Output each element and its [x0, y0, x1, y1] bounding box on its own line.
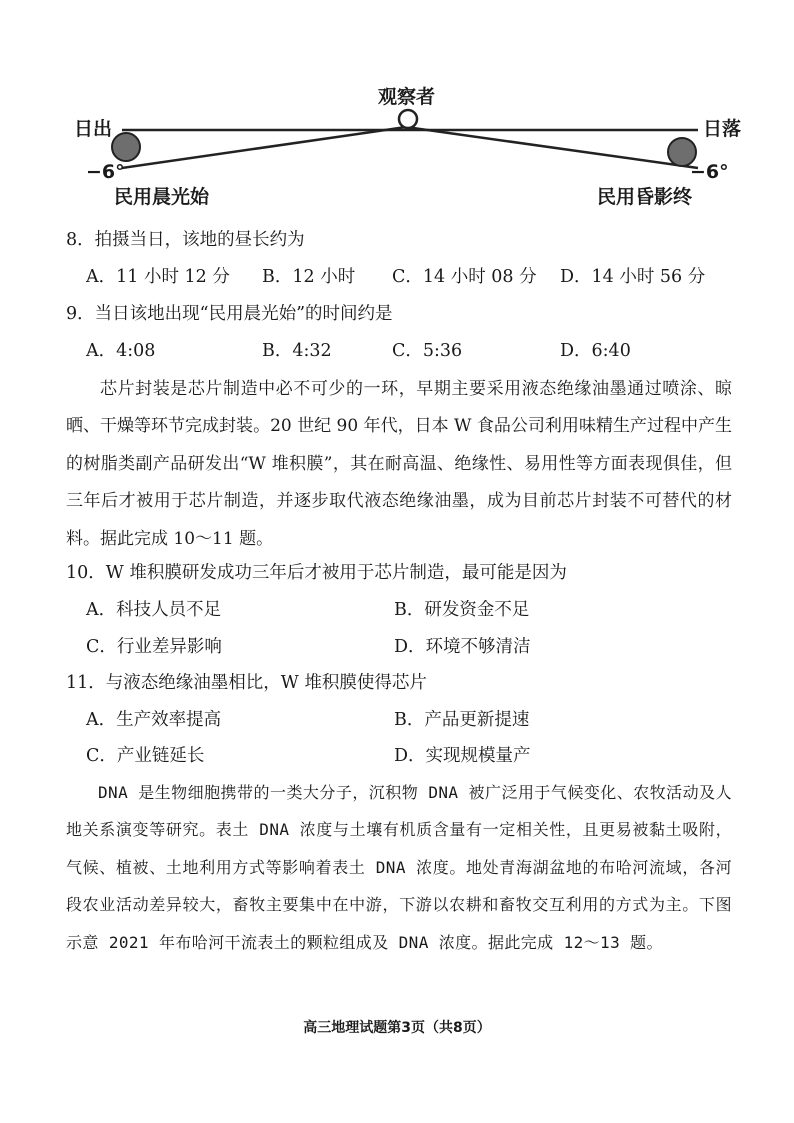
passage-chip-packaging: 芯片封装是芯片制造中必不可少的一环，早期主要采用液态绝缘油墨通过喷涂、晾晒、干燥等环节完成封装。20 世纪 90 年代，日本 W 食品公司利用味精生产过程中产生的树脂类副产品研发出“W 堆积膜”，其在耐高温、绝缘性、易用性等方面表现俱佳，但三年后才被用于芯片制造，并逐步取代液态绝缘油墨，成为目前芯片封装不可替代的材料。据此完成 10～11 题。: [66, 379, 732, 549]
sun-angle-diagram: [0, 0, 794, 220]
left-sightline: [122, 127, 406, 168]
question-9-option-c: C．5:36: [392, 341, 463, 361]
right-sightline: [406, 127, 698, 168]
sunset-label: 日落: [703, 118, 742, 140]
question-10-option-a: A．科技人员不足: [86, 600, 222, 620]
question-11-stem: 11．与液态绝缘油墨相比，W 堆积膜使得芯片: [66, 673, 427, 693]
question-11-option-d: D．实现规模量产: [394, 746, 531, 766]
question-10-stem: 10．W 堆积膜研发成功三年后才被用于芯片制造，最可能是因为: [66, 563, 567, 583]
question-10-option-c: C．行业差异影响: [86, 637, 222, 657]
question-8-option-b: B．12 小时: [262, 267, 356, 287]
civil-dusk-label: 民用昏影终: [597, 186, 693, 208]
angle-left-label: −6°: [86, 161, 125, 183]
observer-icon: [399, 110, 417, 128]
question-8-option-d: D．14 小时 56 分: [560, 267, 706, 287]
civil-dawn-label: 民用晨光始: [114, 186, 210, 208]
question-11-option-c: C．产业链延长: [86, 746, 205, 766]
question-11-option-b: B．产品更新提速: [394, 710, 530, 730]
question-10-option-d: D．环境不够清洁: [394, 637, 531, 657]
sunrise-label: 日出: [74, 118, 113, 140]
observer-label: 观察者: [378, 86, 436, 108]
question-8-option-a: A．11 小时 12 分: [86, 267, 230, 287]
question-9-stem: 9．当日该地出现“民用晨光始”的时间约是: [66, 304, 393, 324]
sun-left-icon: [112, 133, 140, 161]
angle-right-label: −6°: [690, 161, 729, 183]
question-9-option-a: A．4:08: [86, 341, 156, 361]
question-9-option-d: D．6:40: [560, 341, 631, 361]
passage-dna: DNA 是生物细胞携带的一类大分子，沉积物 DNA 被广泛用于气候变化、农牧活动及人地关系演变等研究。表土 DNA 浓度与土壤有机质含量有一定相关性，且更易被黏土吸附，气候、植被、土地利用方式等影响着表土 DNA 浓度。地处青海湖盆地的布哈河流域，各河段农业活动差异较大，畜牧主要集中在中游，下游以农耕和畜牧交互利用的方式为主。下图示意 2021 年布哈河干流表土的颗粒组成及 DNA 浓度。据此完成 12～13 题。: [66, 783, 732, 952]
page-footer: 高三地理试题第3页（共8页）: [303, 1020, 491, 1036]
question-11-option-a: A．生产效率提高: [86, 710, 222, 730]
question-8-option-c: C．14 小时 08 分: [392, 267, 537, 287]
question-8-stem: 8．拍摄当日，该地的昼长约为: [66, 230, 305, 250]
question-9-option-b: B．4:32: [262, 341, 332, 361]
question-10-option-b: B．研发资金不足: [394, 600, 530, 620]
